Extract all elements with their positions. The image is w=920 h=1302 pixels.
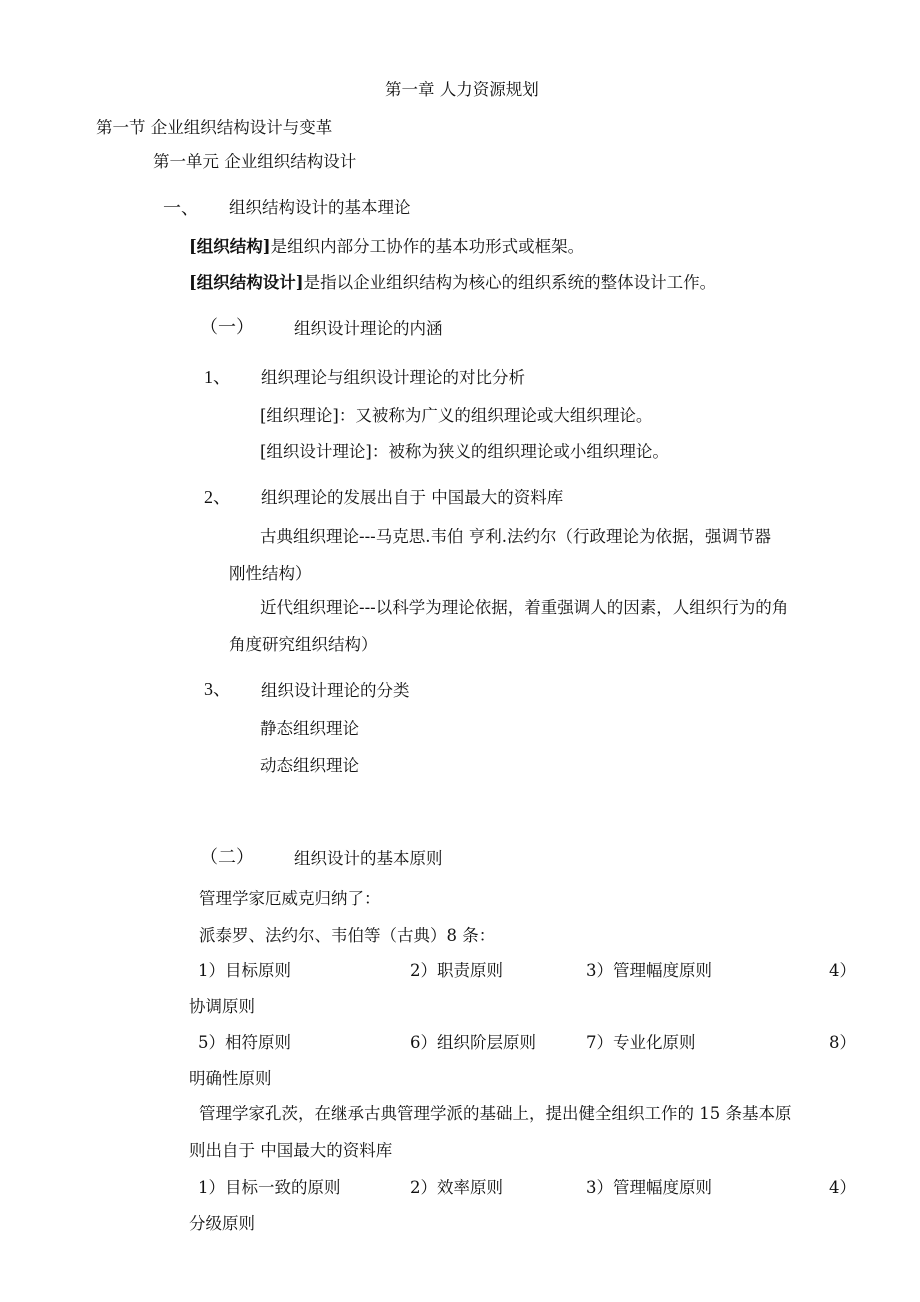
item-2-marker: 2、 bbox=[204, 487, 231, 507]
urwick-source: 派泰罗、法约尔、韦伯等（古典）8 条： bbox=[199, 926, 496, 945]
urwick-principle: 7）专业化原则 bbox=[586, 1033, 696, 1052]
item-3-title: 组织设计理论的分类 bbox=[261, 681, 410, 700]
urwick-principle: 5）相符原则 bbox=[198, 1033, 291, 1052]
unit-title: 第一单元 企业组织结构设计 bbox=[153, 152, 357, 171]
modern-theory-line-2: 角度研究组织结构） bbox=[229, 635, 378, 654]
koontz-line-2: 则出自于 中国最大的资料库 bbox=[189, 1141, 393, 1160]
urwick-principle: 1）目标原则 bbox=[198, 961, 291, 980]
sub-a-text: 组织设计理论的内涵 bbox=[294, 319, 443, 338]
heading-1-marker: 一、 bbox=[163, 198, 199, 218]
urwick-principle: 4） bbox=[829, 961, 856, 980]
heading-1-text: 组织结构设计的基本理论 bbox=[229, 198, 411, 217]
urwick-principle: 2）职责原则 bbox=[410, 961, 503, 980]
urwick-principle: 6）组织阶层原则 bbox=[410, 1033, 536, 1052]
definition-1-text: 是组织内部分工协作的基本功形式或框架。 bbox=[270, 237, 585, 256]
koontz-principle: 1）目标一致的原则 bbox=[198, 1178, 341, 1197]
koontz-line-1: 管理学家孔茨，在继承古典管理学派的基础上，提出健全组织工作的 15 条基本原 bbox=[199, 1104, 792, 1123]
item-1-marker: 1、 bbox=[204, 367, 231, 387]
definition-2-text: 是指以企业组织结构为核心的组织系统的整体设计工作。 bbox=[303, 273, 717, 292]
definition-1-term: [组织结构] bbox=[189, 237, 271, 256]
sub-b-marker: （二） bbox=[200, 847, 254, 867]
classical-theory-line-1: 古典组织理论---马克思.韦伯 亨利.法约尔（行政理论为依据，强调节器 bbox=[260, 527, 771, 546]
dynamic-theory: 动态组织理论 bbox=[260, 756, 359, 775]
urwick-principle: 协调原则 bbox=[189, 997, 255, 1016]
static-theory: 静态组织理论 bbox=[260, 719, 359, 738]
item-2-title: 组织理论的发展出自于 中国最大的资料库 bbox=[261, 488, 564, 507]
item-1-title: 组织理论与组织设计理论的对比分析 bbox=[261, 368, 525, 387]
urwick-principle: 8） bbox=[829, 1033, 856, 1052]
modern-theory-line-1: 近代组织理论---以科学为理论依据，着重强调人的因素，人组织行为的角 bbox=[260, 598, 789, 617]
item-3-marker: 3、 bbox=[204, 679, 231, 699]
definition-2-term: [组织结构设计] bbox=[189, 273, 304, 292]
koontz-principle: 3）管理幅度原则 bbox=[586, 1178, 712, 1197]
definition-2 bbox=[189, 272, 716, 294]
definition-1 bbox=[189, 236, 584, 258]
item-1-line-2: [组织设计理论]：被称为狭义的组织理论或小组织理论。 bbox=[260, 442, 669, 461]
urwick-intro: 管理学家厄威克归纳了： bbox=[199, 889, 381, 908]
koontz-principle: 2）效率原则 bbox=[410, 1178, 503, 1197]
chapter-title: 第一章 人力资源规划 bbox=[385, 80, 539, 99]
urwick-principle: 3）管理幅度原则 bbox=[586, 961, 712, 980]
koontz-principle: 分级原则 bbox=[189, 1214, 255, 1233]
section-title: 第一节 企业组织结构设计与变革 bbox=[96, 118, 333, 137]
sub-b-text: 组织设计的基本原则 bbox=[294, 849, 443, 868]
sub-a-marker: （一） bbox=[200, 317, 254, 337]
urwick-principle: 明确性原则 bbox=[189, 1069, 272, 1088]
item-1-line-1: [组织理论]：又被称为广义的组织理论或大组织理论。 bbox=[260, 406, 653, 425]
classical-theory-line-2: 刚性结构） bbox=[229, 564, 312, 583]
koontz-principle: 4） bbox=[829, 1178, 856, 1197]
